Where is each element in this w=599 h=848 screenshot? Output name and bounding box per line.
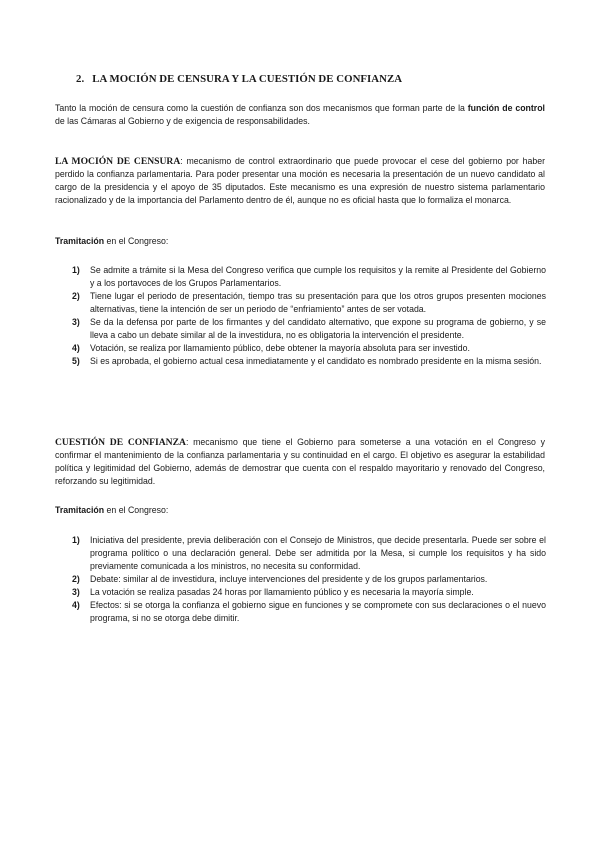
- cuestion-text: : mecanismo que tiene el Gobierno para someterse a una votación en el Congreso y confirmar el mantenimiento de la confianza parlamentaria y su continuidad en el cargo. El objetivo es asegurar la estabilidad política y legitimidad del Gobierno, además de demostrar que cuenta con el respaldo mayoritario y renovado del Congreso, reforzando su legitimidad.: [55, 437, 545, 486]
- list-item-text: Tiene lugar el periodo de presentación, tiempo tras su presentación para que los otros grupos presenten mociones alternativas, tiene la intención de ser un periodo de “enfriamiento” antes de ser votada.: [90, 291, 546, 314]
- list-item-text: Si es aprobada, el gobierno actual cesa inmediatamente y el candidato es nombrado presidente en la misma sesión.: [90, 356, 542, 366]
- list-item: [72, 599, 546, 625]
- list-number: 4): [72, 343, 80, 353]
- cuestion-paragraph: [55, 436, 545, 488]
- mocion-tramitacion-label: [55, 236, 168, 246]
- list-item-text: Efectos: si se otorga la confianza el gobierno sigue en funciones y se compromete con sus declaraciones o el nuevo programa, si no se otorga debe dimitir.: [90, 600, 546, 623]
- intro-text-end: de las Cámaras al Gobierno y de exigencia de responsabilidades.: [55, 116, 310, 126]
- list-number: 1): [72, 535, 80, 545]
- list-item-text: Se admite a trámite si la Mesa del Congreso verifica que cumple los requisitos y la remite al Presidente del Gobierno y a los portavoces de los Grupos Parlamentarios.: [90, 265, 546, 288]
- mocion-text: : mecanismo de control extraordinario que puede provocar el cese del gobierno por haber perdido la confianza parlamentaria. Para poder presentar una moción es necesaria la presentación de un nuevo candidato al cargo de la presidencia y el apoyo de 35 diputados. Este mecanismo es una expresión de nuestro sistema parlamentario racionalizado y de la importancia del Parlamento dentro de él, aunque no es oficial hasta que lo formaliza el monarca.: [55, 156, 545, 205]
- list-item-text: La votación se realiza pasadas 24 horas por llamamiento público y es necesaria la mayoría simple.: [90, 587, 474, 597]
- list-item-text: Votación, se realiza por llamamiento público, debe obtener la mayoría absoluta para ser investido.: [90, 343, 470, 353]
- list-number: 1): [72, 265, 80, 275]
- mocion-paragraph: [55, 155, 545, 207]
- list-item: [72, 342, 546, 355]
- mocion-lead: LA MOCIÓN DE CENSURA: [55, 156, 181, 167]
- list-item: [72, 290, 546, 316]
- cuestion-tramitacion-bold: Tramitación: [55, 505, 105, 515]
- list-item: [72, 355, 546, 368]
- list-number: 2): [72, 574, 80, 584]
- intro-text: Tanto la moción de censura como la cuestión de confianza son dos mecanismos que forman parte de la: [55, 103, 468, 113]
- section-number: 2.: [76, 73, 85, 85]
- list-item: [72, 264, 546, 290]
- list-item: [72, 573, 546, 586]
- cuestion-steps-list: [72, 534, 546, 625]
- list-number: 3): [72, 587, 80, 597]
- mocion-steps-list: [72, 264, 546, 368]
- cuestion-tramitacion-label: [55, 505, 168, 515]
- intro-paragraph: [55, 102, 545, 128]
- list-number: 4): [72, 600, 80, 610]
- mocion-tramitacion-rest: en el Congreso:: [104, 236, 169, 246]
- cuestion-tramitacion-rest: en el Congreso:: [104, 505, 169, 515]
- list-item: [72, 316, 546, 342]
- list-item: [72, 586, 546, 599]
- section-title: LA MOCIÓN DE CENSURA Y LA CUESTIÓN DE CONFIANZA: [92, 73, 403, 85]
- list-number: 3): [72, 317, 80, 327]
- mocion-tramitacion-bold: Tramitación: [55, 236, 105, 246]
- list-number: 2): [72, 291, 80, 301]
- section-heading: [76, 73, 402, 85]
- list-item-text: Debate: similar al de investidura, incluye intervenciones del presidente y de los grupos parlamentarios.: [90, 574, 488, 584]
- list-item-text: Iniciativa del presidente, previa deliberación con el Consejo de Ministros, que decide presentarla. Puede ser sobre el programa político o una declaración general. Debe ser admitida por la Mesa, si cumple los requisitos y ha sido previamente comunicada a los ministros, no necesita su conformidad.: [90, 535, 546, 571]
- intro-bold-term: función de control: [467, 103, 545, 113]
- list-item: [72, 534, 546, 573]
- list-number: 5): [72, 356, 80, 366]
- list-item-text: Se da la defensa por parte de los firmantes y del candidato alternativo, que expone su programa de gobierno, y se lleva a cabo un debate similar al de la investidura, no es obligatoria la intervención el presidente.: [90, 317, 546, 340]
- cuestion-lead: CUESTIÓN DE CONFIANZA: [55, 437, 186, 448]
